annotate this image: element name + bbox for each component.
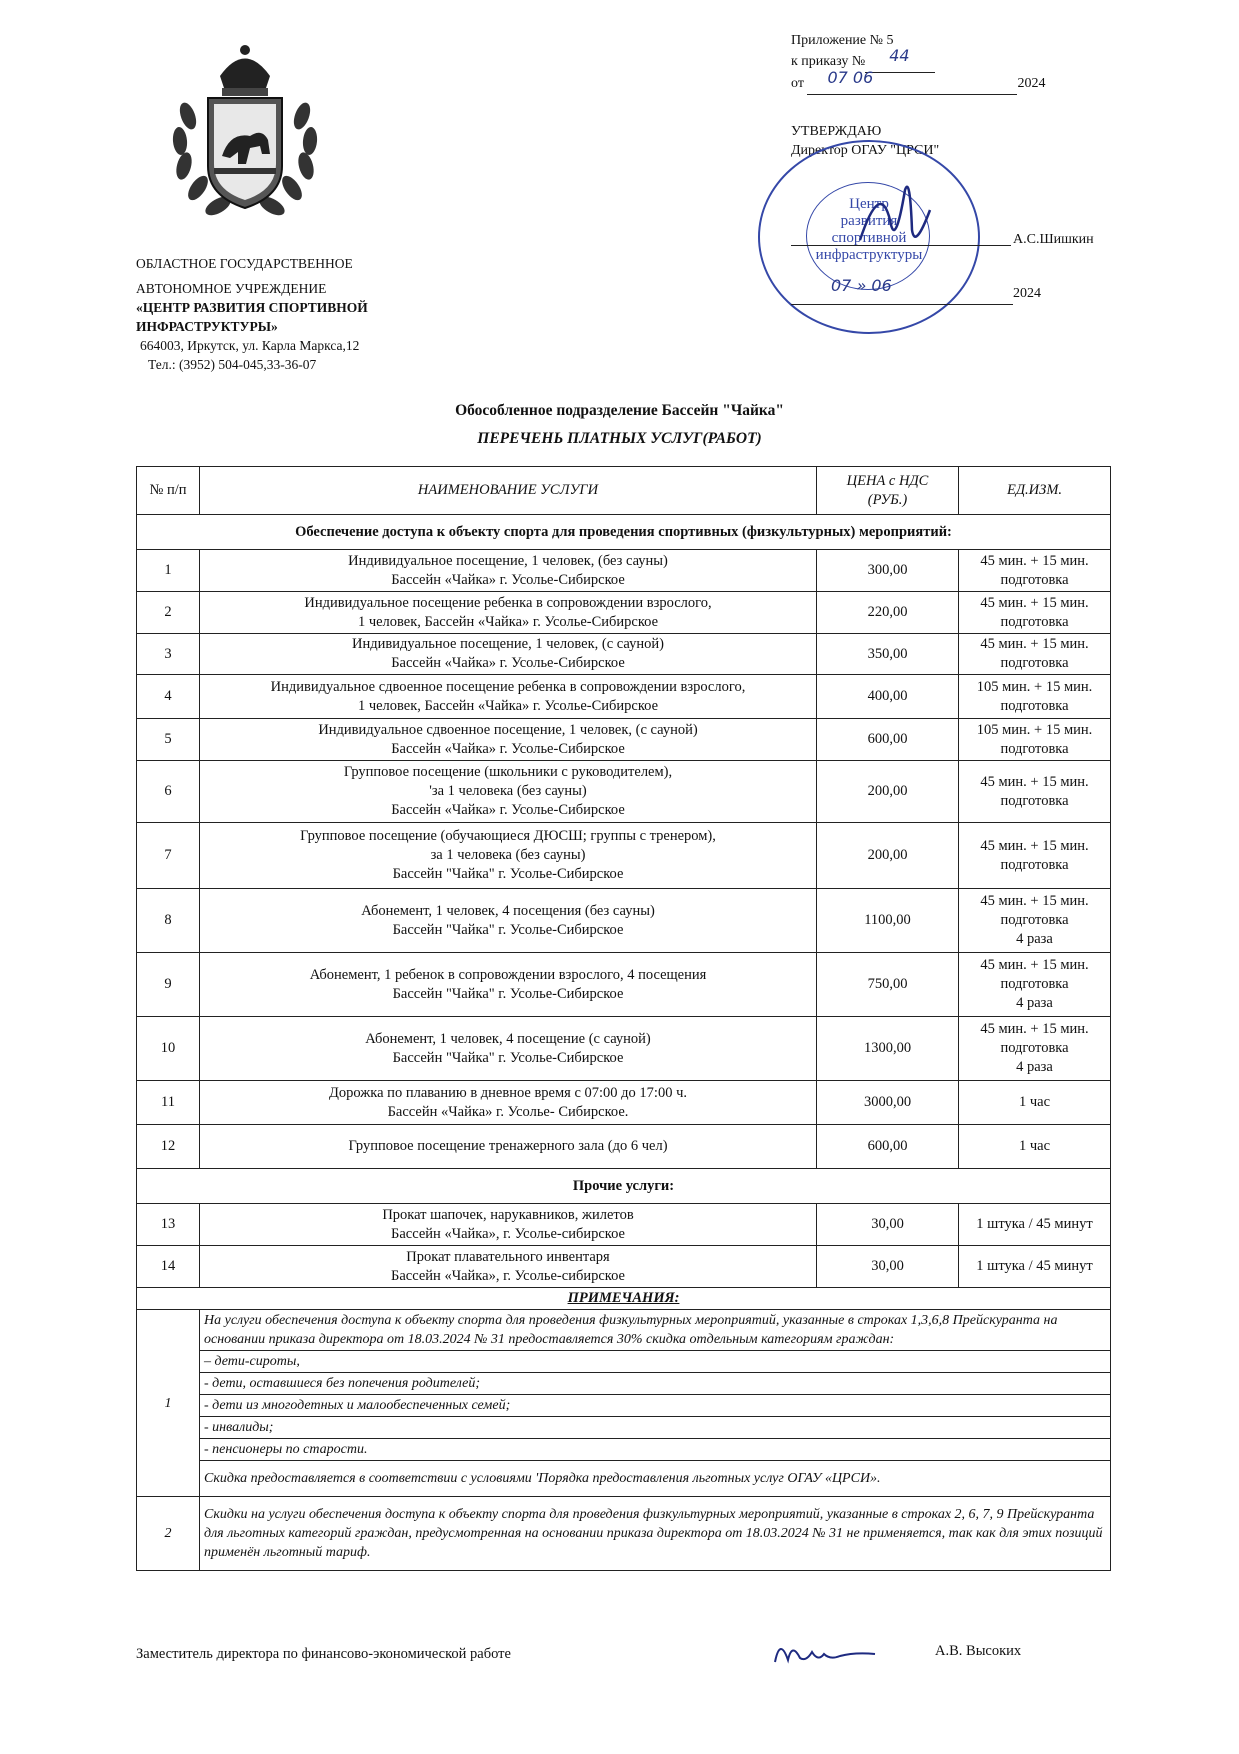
note-line: На услуги обеспечения доступа к объекту спорта для проведения физкультурных мероприятий, указанные в строках 1,3,6,8 Прейскуранта на основании приказа директора от 18.03.2024 № 31 предоставляется 30% скидка отдельным категориям граждан: — [200, 1310, 1110, 1351]
service-unit-line: 1 час — [1018, 1138, 1051, 1154]
table-row — [137, 761, 1111, 823]
footer-name: А.В. Высоких — [935, 1643, 1022, 1659]
service-unit-line: 45 мин. + 15 мин. — [980, 837, 1089, 854]
service-name — [200, 634, 817, 675]
stamp-line-1: Центр — [849, 196, 889, 212]
order-year: 2024 — [1017, 76, 1046, 91]
section-title-other: Прочие услуги: — [137, 1169, 1111, 1204]
service-unit — [959, 1017, 1111, 1081]
stamp-line-3: спортивной — [831, 230, 907, 246]
service-name-line: Групповое посещение (школьники с руководителем), — [343, 764, 673, 780]
service-unit — [959, 719, 1111, 761]
service-name-line: Бассейн «Чайка» г. Усолье- Сибирское. — [387, 1103, 629, 1120]
service-name-line: Бассейн «Чайка» г. Усолье-Сибирское — [391, 740, 625, 757]
stamp-line-4: инфраструктуры — [815, 247, 923, 263]
org-line-4: ИНФРАСТРУКТУРЫ» — [136, 319, 278, 334]
service-name-line: Прокат шапочек, нарукавников, жилетов — [382, 1206, 634, 1223]
service-price: 1100,00 — [817, 889, 959, 953]
service-unit-line: 1 штука / 45 минут — [976, 1258, 1093, 1274]
service-unit-line: 4 раза — [1016, 995, 1053, 1011]
service-price: 1300,00 — [817, 1017, 959, 1081]
service-name — [200, 761, 817, 823]
service-unit-line: подготовка — [1000, 571, 1069, 588]
service-name — [200, 1081, 817, 1125]
service-unit-line: подготовка — [1000, 1040, 1069, 1056]
org-phone: Тел.: (3952) 504-045,33-36-07 — [148, 357, 317, 372]
service-name — [200, 1017, 817, 1081]
service-unit-line: 105 мин. + 15 мин. — [976, 721, 1093, 738]
service-name-line: Бассейн "Чайка" г. Усолье-Сибирское — [392, 985, 624, 1002]
service-name-line: Индивидуальное посещение ребенка в сопровождении взрослого, — [304, 594, 712, 611]
service-name — [200, 675, 817, 719]
table-row — [137, 889, 1111, 953]
approve-position: Директор ОГАУ "ЦРСИ" — [791, 143, 940, 158]
note-text — [200, 1310, 1111, 1497]
approver-name: А.С.Шишкин — [1013, 232, 1094, 247]
service-name-line: за 1 человека (без сауны) — [430, 847, 586, 863]
note-line: Скидки на услуги обеспечения доступа к объекту спорта для проведения физкультурных мероприятий, указанные в строках 2, 6, 7, 9 Прейскуранта для льготных категорий граждан, предусмотренная на основании приказа директора от 18.03.2024 № 31 не применяется, так как для этих позиций применён льготный тариф. — [204, 1507, 1103, 1560]
service-unit-line: 45 мин. + 15 мин. — [980, 594, 1089, 611]
approve-date-handwritten: 07 » 06 — [831, 276, 892, 295]
approve-year: 2024 — [1013, 286, 1041, 301]
service-name — [200, 550, 817, 592]
header-unit: ЕД.ИЗМ. — [959, 467, 1111, 515]
division-title: Обособленное подразделение Бассейн "Чайка" — [455, 402, 784, 419]
service-name-line: Индивидуальное сдвоенное посещение ребенка в сопровождении взрослого, — [270, 678, 746, 695]
table-row — [137, 675, 1111, 719]
note-row — [137, 1497, 1111, 1571]
appendix-date-prefix: от — [791, 76, 804, 91]
notes-title-row — [137, 1288, 1111, 1310]
service-name — [200, 592, 817, 634]
service-price: 30,00 — [817, 1246, 959, 1288]
service-name-line: Бассейн «Чайка» г. Усолье-Сибирское — [391, 571, 625, 588]
row-num: 1 — [137, 550, 200, 592]
service-name-line: Бассейн «Чайка», г. Усолье-сибирское — [391, 1267, 625, 1284]
service-price: 600,00 — [817, 719, 959, 761]
service-name — [200, 889, 817, 953]
service-price: 200,00 — [817, 823, 959, 889]
service-name-line: 1 человек, Бассейн «Чайка» г. Усолье-Сибирское — [357, 613, 659, 630]
service-name-line: Бассейн "Чайка" г. Усолье-Сибирское — [392, 1049, 624, 1066]
service-unit-line: 45 мин. + 15 мин. — [980, 957, 1089, 973]
notes-title: ПРИМЕЧАНИЯ: — [137, 1288, 1111, 1310]
row-num: 5 — [137, 719, 200, 761]
note-num: 1 — [137, 1310, 200, 1497]
service-unit — [959, 953, 1111, 1017]
service-unit-line: 45 мин. + 15 мин. — [980, 773, 1089, 790]
service-unit — [959, 1081, 1111, 1125]
service-unit-line: 4 раза — [1016, 1059, 1053, 1075]
service-name — [200, 823, 817, 889]
service-unit-line: подготовка — [1000, 976, 1069, 992]
service-unit-line: 4 раза — [1016, 931, 1053, 947]
row-num: 6 — [137, 761, 200, 823]
service-unit — [959, 1246, 1111, 1288]
service-price: 600,00 — [817, 1125, 959, 1169]
section-row-access — [137, 515, 1111, 550]
row-num: 3 — [137, 634, 200, 675]
service-name-line: Индивидуальное посещение, 1 человек, (с сауной) — [352, 636, 664, 652]
service-unit-line: подготовка — [1000, 912, 1069, 928]
service-name-line: Групповое посещение (обучающиеся ДЮСШ; группы с тренером), — [300, 828, 716, 844]
note-line: - дети из многодетных и малообеспеченных семей; — [200, 1395, 1110, 1417]
note-num: 2 — [137, 1497, 200, 1571]
table-row — [137, 592, 1111, 634]
service-price: 750,00 — [817, 953, 959, 1017]
service-name-line: Дорожка по плаванию в дневное время с 07:00 до 17:00 ч. — [329, 1084, 687, 1101]
approve-title: УТВЕРЖДАЮ — [791, 124, 882, 139]
row-num: 11 — [137, 1081, 200, 1125]
service-unit-line: 45 мин. + 15 мин. — [980, 893, 1089, 909]
header-name: НАИМЕНОВАНИЕ УСЛУГИ — [200, 467, 817, 515]
price-table — [136, 466, 1111, 1571]
service-unit — [959, 761, 1111, 823]
appendix-order-prefix: к приказу № — [791, 54, 866, 69]
note-row — [137, 1310, 1111, 1497]
service-name-line: Абонемент, 1 человек, 4 посещения (без сауны) — [361, 902, 655, 919]
section-title-access: Обеспечение доступа к объекту спорта для проведения спортивных (физкультурных) мероприятий: — [137, 515, 1111, 550]
deputy-signature — [770, 1632, 880, 1677]
footer-position: Заместитель директора по финансово-экономической работе — [136, 1646, 511, 1662]
service-unit — [959, 1204, 1111, 1246]
service-price: 200,00 — [817, 761, 959, 823]
service-price: 400,00 — [817, 675, 959, 719]
row-num: 7 — [137, 823, 200, 889]
service-unit — [959, 1125, 1111, 1169]
organization-block — [136, 254, 368, 374]
appendix-block — [791, 30, 1111, 95]
service-name — [200, 1246, 817, 1288]
header-price: ЦЕНА с НДС (РУБ.) — [817, 467, 959, 515]
service-name-line: Бассейн «Чайка», г. Усолье-сибирское — [391, 1225, 625, 1242]
table-row — [137, 1017, 1111, 1081]
note-line: - инвалиды; — [200, 1417, 1110, 1439]
service-name — [200, 1125, 817, 1169]
note-line: – дети-сироты, — [200, 1351, 1110, 1373]
service-unit-line: 45 мин. + 15 мин. — [980, 552, 1089, 569]
row-num: 2 — [137, 592, 200, 634]
service-unit-line: 1 штука / 45 минут — [976, 1216, 1093, 1232]
service-name-line: 1 человек, Бассейн «Чайка» г. Усолье-Сибирское — [357, 697, 659, 714]
service-unit-line: 45 мин. + 15 мин. — [980, 636, 1089, 652]
table-row — [137, 1125, 1111, 1169]
service-unit-line: подготовка — [1000, 792, 1069, 809]
row-num: 14 — [137, 1246, 200, 1288]
table-header-row — [137, 467, 1111, 515]
table-row — [137, 1081, 1111, 1125]
service-unit — [959, 823, 1111, 889]
service-name-line: Бассейн "Чайка" г. Усолье-Сибирское — [392, 866, 624, 882]
service-unit-line: подготовка — [1000, 613, 1069, 630]
org-line-2: АВТОНОМНОЕ УЧРЕЖДЕНИЕ — [136, 281, 327, 296]
table-row — [137, 1246, 1111, 1288]
service-name-line: Бассейн «Чайка» г. Усолье-Сибирское — [391, 655, 625, 671]
note-line: - пенсионеры по старости. — [200, 1439, 1110, 1461]
note-line: Скидка предоставляется в соответствии с условиями 'Порядка предоставления льготных услуг ОГАУ «ЦРСИ». — [204, 1471, 881, 1486]
service-unit-line: 45 мин. + 15 мин. — [980, 1021, 1089, 1037]
service-unit — [959, 550, 1111, 592]
service-unit — [959, 592, 1111, 634]
note-text — [200, 1497, 1111, 1571]
note-line: - дети, оставшиеся без попечения родителей; — [200, 1373, 1110, 1395]
appendix-line-1: Приложение № 5 — [791, 33, 894, 48]
row-num: 12 — [137, 1125, 200, 1169]
service-name-line: Абонемент, 1 ребенок в сопровождении взрослого, 4 посещения — [309, 966, 707, 983]
row-num: 4 — [137, 675, 200, 719]
row-num: 8 — [137, 889, 200, 953]
service-name-line: Индивидуальное сдвоенное посещение, 1 человек, (с сауной) — [318, 721, 698, 738]
service-unit-line: подготовка — [1000, 740, 1069, 757]
document-title: ПЕРЕЧЕНЬ ПЛАТНЫХ УСЛУГ(РАБОТ) — [477, 430, 762, 447]
service-name-line: Индивидуальное посещение, 1 человек, (без сауны) — [348, 552, 668, 569]
row-num: 9 — [137, 953, 200, 1017]
service-name — [200, 953, 817, 1017]
stamp-line-2: развития — [840, 213, 898, 229]
service-price: 220,00 — [817, 592, 959, 634]
table-row — [137, 719, 1111, 761]
table-row — [137, 953, 1111, 1017]
org-line-1: ОБЛАСТНОЕ ГОСУДАРСТВЕННОЕ — [136, 256, 353, 271]
service-name-line: Групповое посещение тренажерного зала (до 6 чел) — [348, 1138, 668, 1154]
service-price: 350,00 — [817, 634, 959, 675]
service-unit-line: подготовка — [1000, 856, 1069, 873]
service-name-line: Прокат плавательного инвентаря — [406, 1248, 610, 1265]
service-name-line: Бассейн «Чайка» г. Усолье-Сибирское — [391, 802, 625, 818]
service-name-line: Бассейн "Чайка" г. Усолье-Сибирское — [392, 921, 624, 938]
service-price: 300,00 — [817, 550, 959, 592]
service-name — [200, 719, 817, 761]
table-row — [137, 823, 1111, 889]
service-name — [200, 1204, 817, 1246]
service-unit-line: 105 мин. + 15 мин. — [976, 678, 1093, 695]
service-unit — [959, 634, 1111, 675]
org-line-3: «ЦЕНТР РАЗВИТИЯ СПОРТИВНОЙ — [136, 300, 368, 315]
org-address: 664003, Иркутск, ул. Карла Маркса,12 — [140, 338, 360, 353]
service-price: 30,00 — [817, 1204, 959, 1246]
service-name-line: 'за 1 человека (без сауны) — [429, 783, 587, 799]
service-unit-line: 1 час — [1018, 1094, 1051, 1110]
section-row-other — [137, 1169, 1111, 1204]
approve-date-line — [791, 276, 1041, 305]
table-row — [137, 634, 1111, 675]
approver-signature-line — [791, 245, 1011, 246]
row-num: 10 — [137, 1017, 200, 1081]
header-num: № п/п — [137, 467, 200, 515]
row-num: 13 — [137, 1204, 200, 1246]
table-row — [137, 1204, 1111, 1246]
coat-of-arms-emblem — [150, 36, 340, 236]
order-number-handwritten: 44 — [889, 46, 910, 65]
service-unit-line: подготовка — [1000, 655, 1069, 671]
order-date-handwritten: 07 06 — [827, 68, 874, 87]
director-signature — [850, 170, 940, 265]
service-name-line: Абонемент, 1 человек, 4 посещение (с сауной) — [365, 1030, 651, 1047]
service-unit — [959, 675, 1111, 719]
service-unit — [959, 889, 1111, 953]
table-row — [137, 550, 1111, 592]
service-unit-line: подготовка — [1000, 697, 1069, 714]
service-price: 3000,00 — [817, 1081, 959, 1125]
